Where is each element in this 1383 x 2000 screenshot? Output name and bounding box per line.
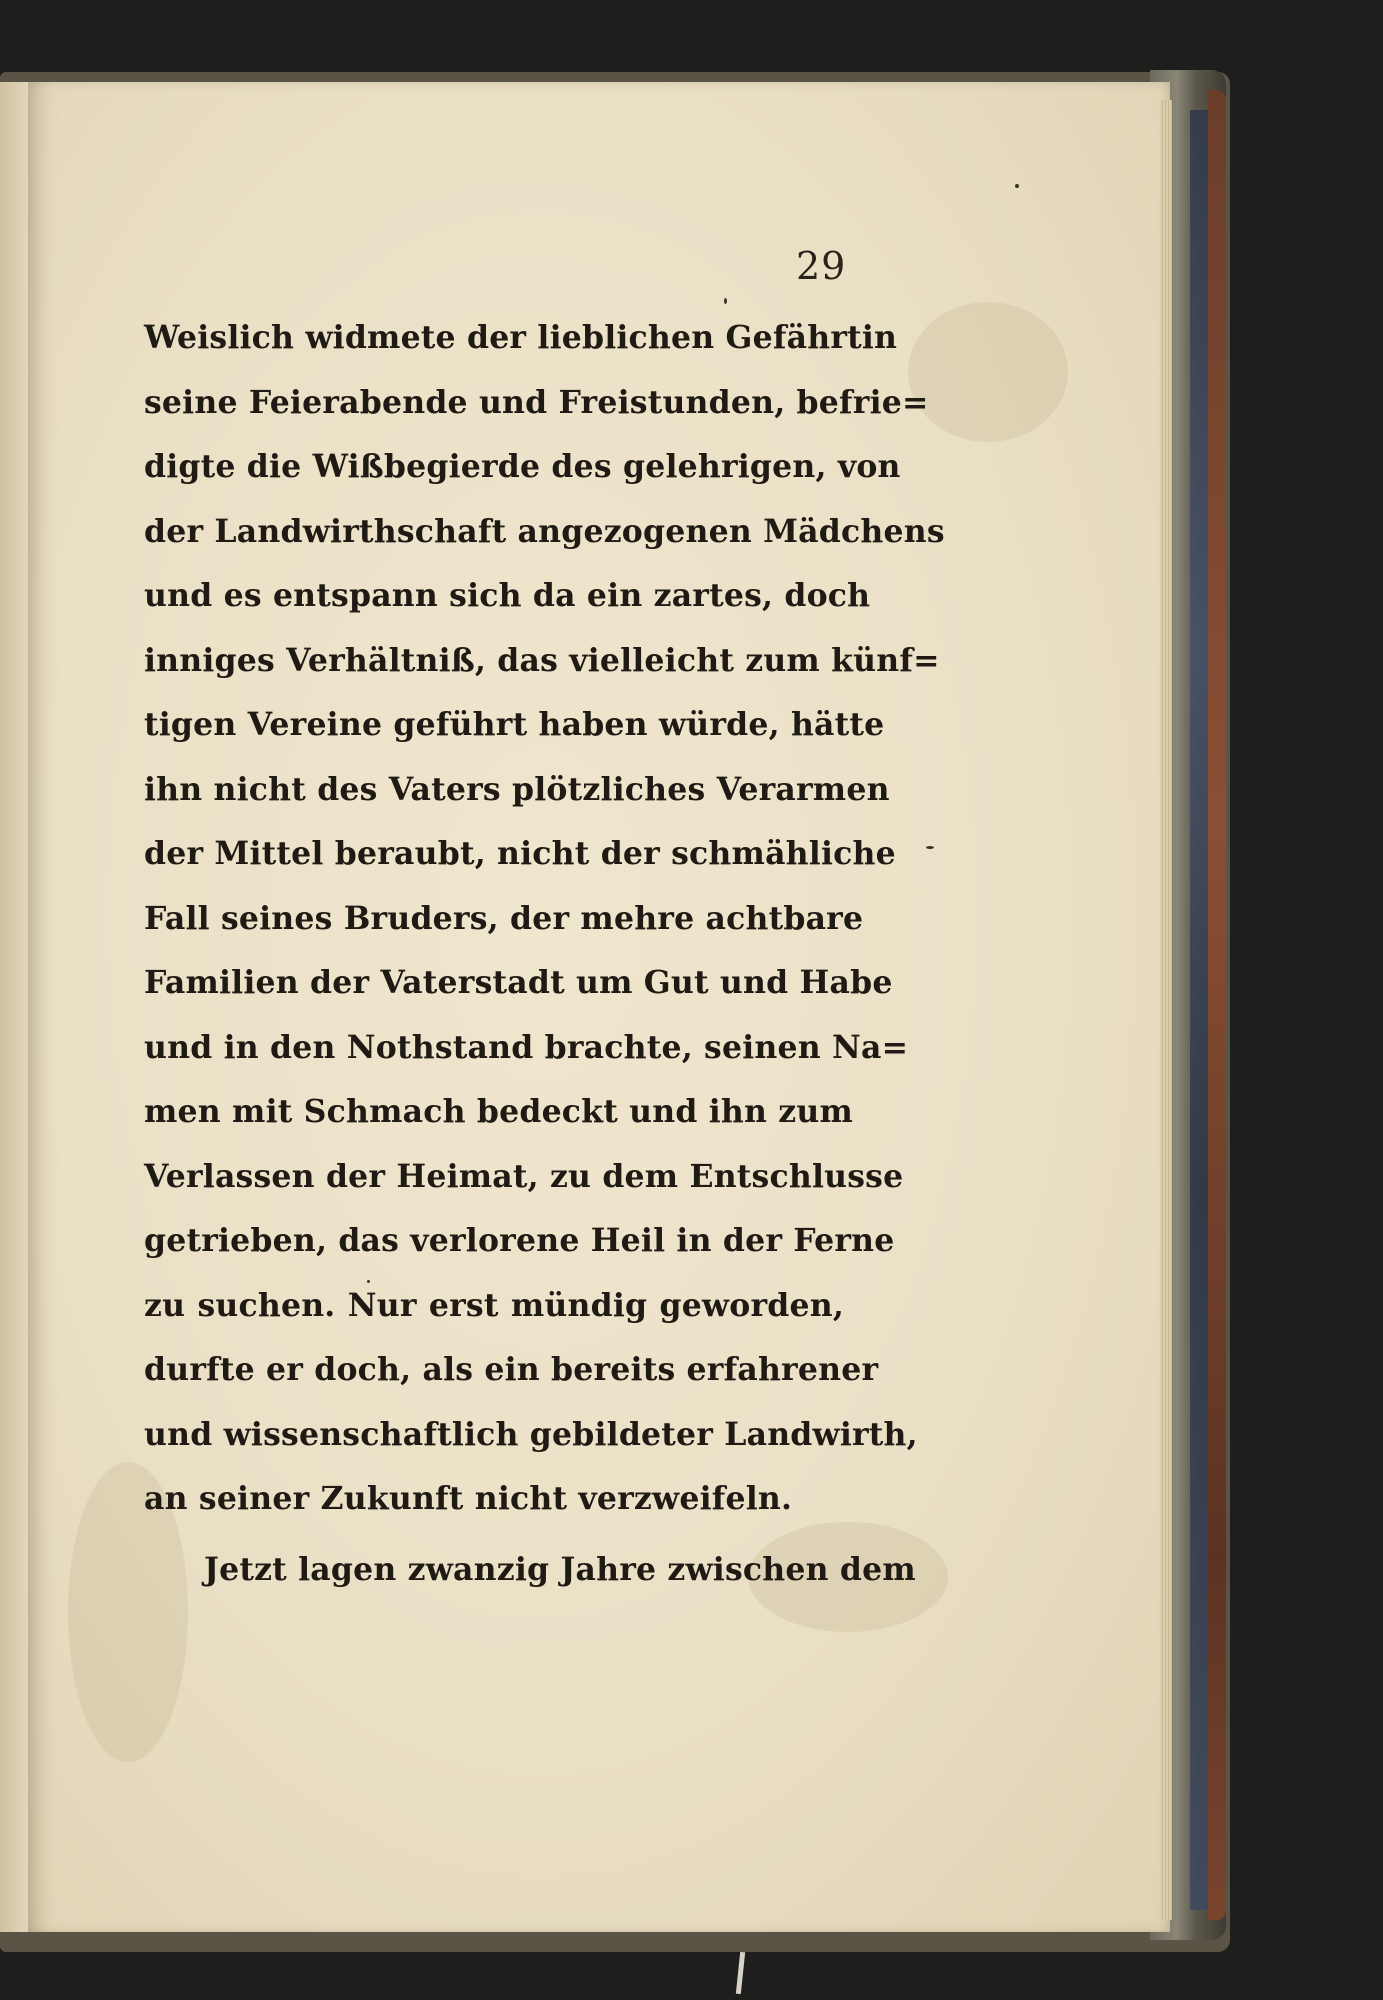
scan-mark <box>736 1952 745 1994</box>
page-edges <box>1160 100 1172 1920</box>
paragraph-start-line: Jetzt lagen zwanzig Jahre zwischen dem <box>204 1550 916 1588</box>
body-text <box>144 306 945 1602</box>
ink-speck <box>926 846 934 849</box>
text-line: und es entspann sich da ein zartes, doch <box>144 577 871 614</box>
text-line: an seiner Zukunft nicht verzweifeln. <box>144 1480 793 1517</box>
text-line: getrieben, das verlorene Heil in der Ferne <box>144 1222 895 1259</box>
text-line: digte die Wißbegierde des gelehrigen, von <box>144 448 901 485</box>
text-line: Verlassen der Heimat, zu dem Entschlusse <box>144 1157 904 1195</box>
foxing-stain <box>908 302 1068 442</box>
text-line: und in den Nothstand brachte, seinen Na= <box>144 1028 909 1066</box>
text-line: durfte er doch, als ein bereits erfahrener <box>144 1351 879 1388</box>
text-line: Weislich widmete der lieblichen Gefährtin <box>144 319 898 356</box>
text-line: zu suchen. Nur erst mündig geworden, <box>144 1286 844 1324</box>
text-line: seine Feierabende und Freistunden, befrie= <box>144 383 929 421</box>
text-line: men mit Schmach bedeckt und ihn zum <box>144 1093 853 1130</box>
text-line: und wissenschaftlich gebildeter Landwirth, <box>144 1415 918 1453</box>
ink-speck <box>1015 184 1019 188</box>
text-line: inniges Verhältniß, das vielleicht zum künf= <box>144 641 940 679</box>
ink-speck <box>724 298 727 304</box>
text-line: Fall seines Bruders, der mehre achtbare <box>144 899 864 937</box>
text-line: tigen Vereine geführt haben würde, hätte <box>144 706 885 743</box>
text-line: Familien der Vaterstadt um Gut und Habe <box>144 964 893 1001</box>
page-number: 29 <box>796 244 847 288</box>
text-line: ihn nicht des Vaters plötzliches Verarmen <box>144 770 890 808</box>
text-line: der Landwirthschaft angezogenen Mädchens <box>144 512 945 550</box>
text-line: der Mittel beraubt, nicht der schmähliche <box>144 835 896 872</box>
facing-page-edge <box>0 82 28 1932</box>
leather-spine-edge <box>1208 90 1226 1920</box>
